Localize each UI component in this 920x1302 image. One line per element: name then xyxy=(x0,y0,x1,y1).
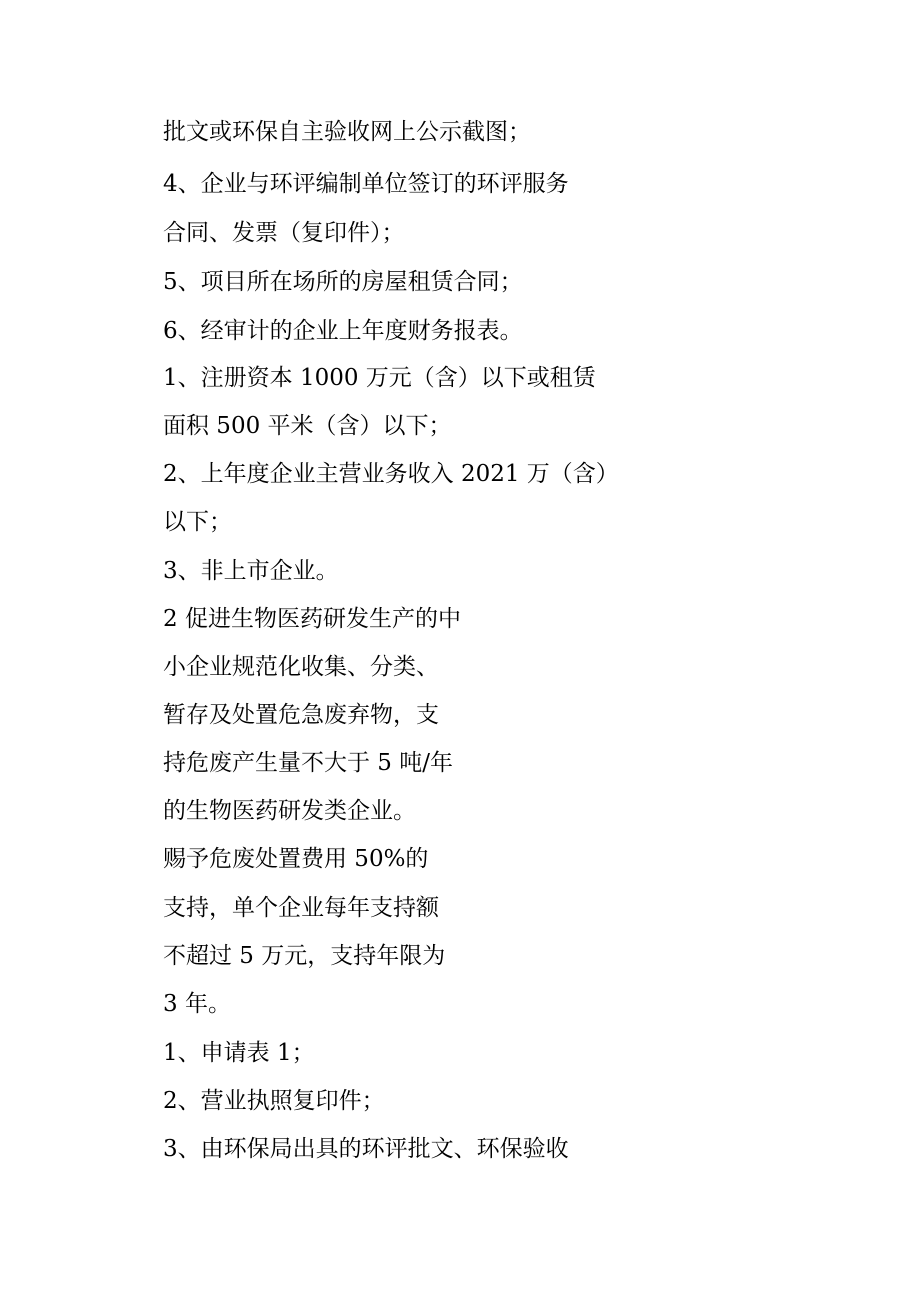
text-line: 3 年。 xyxy=(163,991,231,1017)
text-line: 以下； xyxy=(163,509,232,535)
text-line: 3、非上市企业。 xyxy=(163,558,339,584)
text-line: 2、营业执照复印件； xyxy=(163,1088,385,1114)
text-line: 持危废产生量不大于 5 吨/年 xyxy=(163,750,454,776)
text-line: 2 促进生物医药研发生产的中 xyxy=(163,606,461,632)
text-line: 2、上年度企业主营业务收入 2021 万（含） xyxy=(163,461,619,487)
text-line: 面积 500 平米（含）以下； xyxy=(163,413,452,439)
text-line: 批文或环保自主验收网上公示截图； xyxy=(163,119,531,145)
text-line: 3、由环保局出具的环评批文、环保验收 xyxy=(163,1136,569,1162)
text-line: 1、注册资本 1000 万元（含）以下或租赁 xyxy=(163,365,596,391)
text-line: 的生物医药研发类企业。 xyxy=(163,798,416,824)
text-line: 4、企业与环评编制单位签订的环评服务 xyxy=(163,171,569,197)
text-line: 暂存及处置危急废弃物，支 xyxy=(163,702,439,728)
text-line: 6、经审计的企业上年度财务报表。 xyxy=(163,318,523,344)
text-line: 合同、发票（复印件）； xyxy=(163,220,405,246)
text-line: 赐予危废处置费用 50%的 xyxy=(163,846,429,872)
text-line: 5、项目所在场所的房屋租赁合同； xyxy=(163,269,523,295)
text-line: 小企业规范化收集、分类、 xyxy=(163,654,439,680)
text-line: 不超过 5 万元，支持年限为 xyxy=(163,943,446,969)
text-line: 支持，单个企业每年支持额 xyxy=(163,895,439,921)
text-line: 1、申请表 1； xyxy=(163,1040,315,1066)
